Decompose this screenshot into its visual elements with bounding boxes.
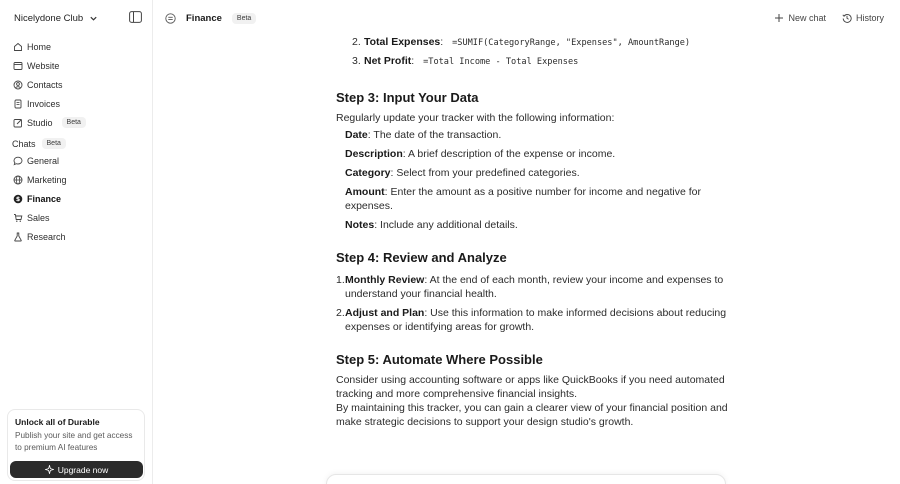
list-item bbox=[345, 148, 615, 160]
home-icon bbox=[13, 42, 23, 52]
workspace-name: Nicelydone Club bbox=[14, 12, 84, 24]
chat-bubble-icon bbox=[13, 156, 23, 166]
chat-header bbox=[165, 11, 256, 25]
item-text: : Enter the amount as a positive number for income and negative for bbox=[384, 186, 702, 198]
history-label: History bbox=[855, 13, 884, 23]
list-item-continuation: expenses or identifying areas for growth. bbox=[345, 321, 535, 333]
item-label: Adjust and Plan bbox=[345, 307, 425, 319]
list-item bbox=[345, 129, 501, 141]
item-label: Total Expenses bbox=[364, 36, 441, 48]
chat-label: Sales bbox=[27, 212, 50, 223]
item-text: : Select from your predefined categories. bbox=[390, 167, 580, 179]
item-label: Date bbox=[345, 129, 368, 141]
list-number: 2. bbox=[352, 36, 361, 48]
upsell-title: Unlock all of Durable bbox=[15, 417, 100, 427]
sidebar bbox=[0, 0, 153, 484]
chats-label: Chats bbox=[12, 138, 36, 149]
dollar-icon bbox=[13, 194, 23, 204]
item-text: : Include any additional details. bbox=[374, 219, 518, 231]
new-chat-label: New chat bbox=[788, 13, 826, 23]
paragraph-line: By maintaining this tracker, you can gain a clearer view of your financial position and bbox=[336, 402, 728, 414]
chat-label: Research bbox=[27, 231, 66, 242]
item-text: : Use this information to make informed decisions about reducing bbox=[424, 307, 727, 319]
beta-badge: Beta bbox=[232, 13, 256, 24]
nav-item-studio[interactable] bbox=[12, 113, 142, 132]
globe-icon bbox=[13, 175, 23, 185]
upgrade-button[interactable] bbox=[10, 461, 143, 478]
sparkle-icon bbox=[45, 465, 54, 474]
list-item bbox=[345, 274, 723, 286]
beta-badge: Beta bbox=[62, 117, 86, 128]
page-title: Finance bbox=[186, 12, 222, 24]
step3-intro: Regularly update your tracker with the following information: bbox=[336, 112, 615, 124]
chat-item-general[interactable] bbox=[12, 151, 142, 170]
nav-label: Website bbox=[27, 60, 60, 71]
item-separator: : bbox=[440, 36, 444, 48]
list-item bbox=[345, 186, 701, 198]
chat-input-box[interactable] bbox=[326, 474, 726, 484]
formula-code: =SUMIF(CategoryRange, "Expenses", AmountRange) bbox=[452, 38, 691, 48]
list-item bbox=[364, 55, 578, 67]
beta-badge: Beta bbox=[42, 138, 66, 149]
user-circle-icon bbox=[13, 80, 23, 90]
item-label: Category bbox=[345, 167, 391, 179]
edit-icon bbox=[13, 118, 23, 128]
upsell-body: Publish your site and get access to premium AI features bbox=[15, 431, 133, 452]
step3-heading: Step 3: Input Your Data bbox=[336, 90, 479, 105]
chats-section-label bbox=[12, 138, 66, 149]
document-icon bbox=[13, 99, 23, 109]
list-item-continuation: understand your financial health. bbox=[345, 288, 497, 300]
item-label: Notes bbox=[345, 219, 375, 231]
item-text: : A brief description of the expense or income. bbox=[402, 148, 616, 160]
list-item bbox=[345, 219, 518, 231]
main-nav bbox=[12, 37, 142, 132]
paragraph-line: Consider using accounting software or apps like QuickBooks if you need automated bbox=[336, 374, 725, 386]
list-number: 3. bbox=[352, 55, 361, 67]
chevron-down-icon bbox=[89, 14, 98, 23]
new-chat-button[interactable] bbox=[774, 13, 826, 23]
history-icon bbox=[842, 13, 852, 23]
chat-label: General bbox=[27, 155, 60, 166]
nav-item-invoices[interactable] bbox=[12, 94, 142, 113]
item-label: Net Profit bbox=[364, 55, 412, 67]
list-item bbox=[345, 167, 580, 179]
chat-list-icon[interactable] bbox=[165, 13, 176, 24]
sidebar-toggle-icon[interactable] bbox=[129, 11, 142, 23]
item-text: : The date of the transaction. bbox=[367, 129, 502, 141]
list-item bbox=[345, 307, 726, 319]
nav-item-home[interactable] bbox=[12, 37, 142, 56]
nav-item-contacts[interactable] bbox=[12, 75, 142, 94]
browser-icon bbox=[13, 61, 23, 71]
cart-icon bbox=[13, 213, 23, 223]
list-item-continuation: expenses. bbox=[345, 200, 393, 212]
step4-heading: Step 4: Review and Analyze bbox=[336, 250, 507, 265]
item-label: Monthly Review bbox=[345, 274, 425, 286]
chat-item-finance[interactable] bbox=[12, 189, 142, 208]
chat-item-research[interactable] bbox=[12, 227, 142, 246]
plus-icon bbox=[774, 13, 784, 23]
workspace-switcher[interactable] bbox=[14, 10, 98, 26]
paragraph-line: tracking and more comprehensive financial insights. bbox=[336, 388, 578, 400]
chat-label: Finance bbox=[27, 193, 62, 204]
item-label: Description bbox=[345, 148, 403, 160]
history-button[interactable] bbox=[842, 13, 884, 23]
nav-label: Contacts bbox=[27, 79, 63, 90]
svg-text:$: $ bbox=[15, 195, 21, 203]
nav-label: Invoices bbox=[27, 98, 61, 109]
nav-label: Home bbox=[27, 41, 52, 52]
chat-label: Marketing bbox=[27, 174, 67, 185]
nav-item-website[interactable] bbox=[12, 56, 142, 75]
chat-item-sales[interactable] bbox=[12, 208, 142, 227]
paragraph-line: make strategic decisions to support your design studio's growth. bbox=[336, 416, 634, 428]
list-number: 2. bbox=[336, 307, 345, 319]
upgrade-label: Upgrade now bbox=[57, 464, 109, 475]
list-number: 1. bbox=[336, 274, 345, 286]
upsell-card bbox=[7, 409, 145, 481]
formula-code: =Total Income - Total Expenses bbox=[423, 57, 579, 67]
chat-item-marketing[interactable] bbox=[12, 170, 142, 189]
chats-nav bbox=[12, 151, 142, 246]
item-separator: : bbox=[411, 55, 415, 67]
item-label: Amount bbox=[345, 186, 385, 198]
step5-heading: Step 5: Automate Where Possible bbox=[336, 352, 543, 367]
list-item bbox=[364, 36, 690, 48]
item-text: : At the end of each month, review your income and expenses to bbox=[424, 274, 724, 286]
nav-label: Studio bbox=[27, 117, 53, 128]
flask-icon bbox=[13, 232, 23, 242]
header-actions bbox=[758, 11, 884, 25]
